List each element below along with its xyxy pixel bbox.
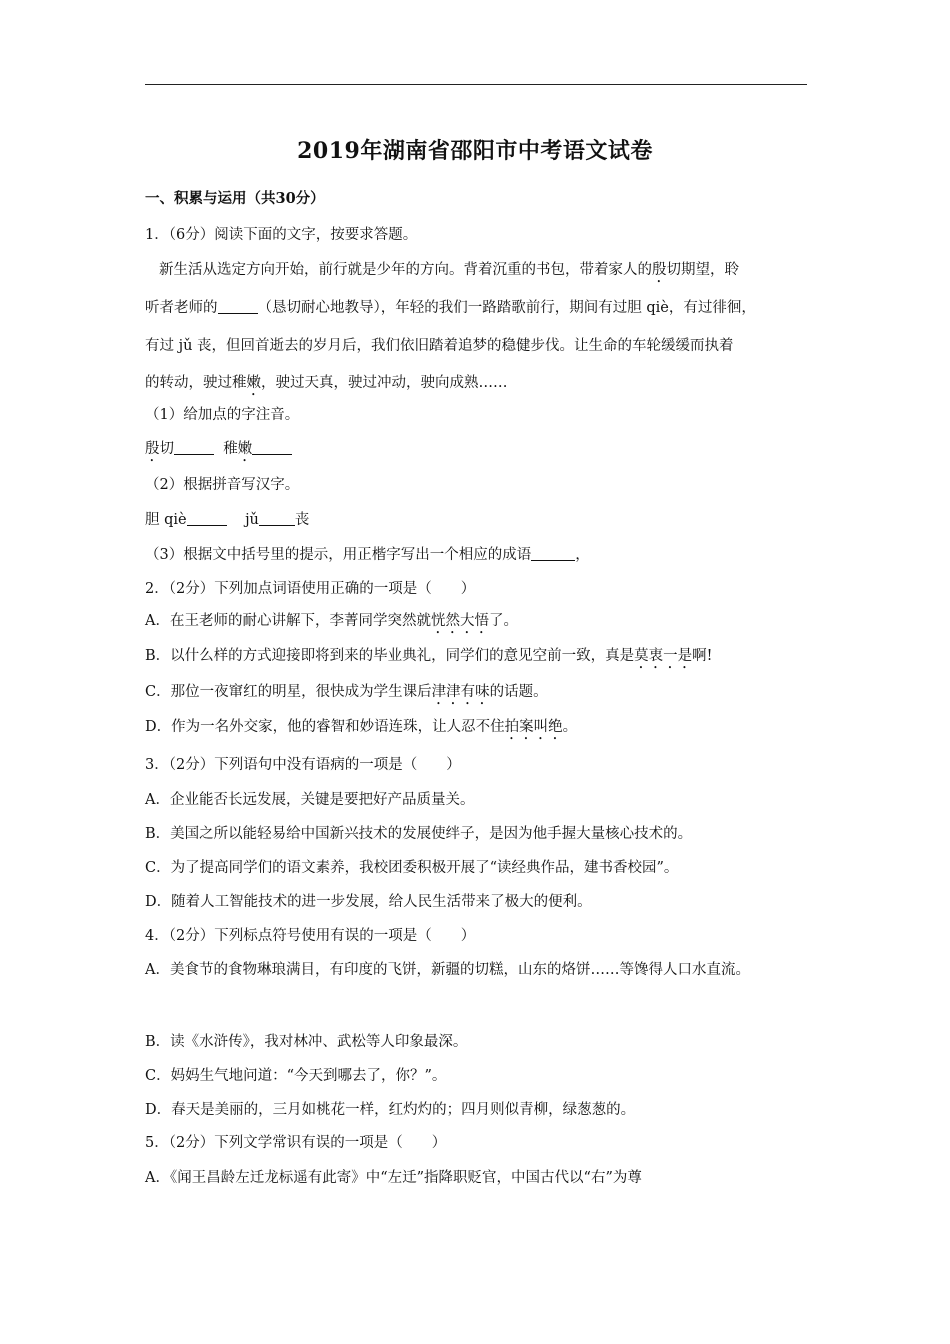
question-4-option-d: D．春天是美丽的，三月如桃花一样，红灼灼的；四月则似青柳，绿葱葱的。 (145, 1102, 636, 1118)
question-5-stem: 5．（2分）下列文学常识有误的一项是（ ） (145, 1135, 447, 1151)
question-5-option-a: A．《闻王昌龄左迁龙标遥有此寄》中“左迁”指降职贬官，中国古代以“右”为尊 (145, 1170, 642, 1186)
question-4-option-b: B．读《水浒传》，我对林冲、武松等人印象最深。 (145, 1034, 468, 1050)
page-title: 2019年湖南省邵阳市中考语文试卷 (297, 138, 653, 164)
answer-blank[interactable] (252, 440, 292, 455)
question-2-option-b: B．以什么样的方式迎接即将到来的毕业典礼，同学们的意见空前一致，真是莫衷一是啊! (145, 648, 713, 664)
question-4-option-a: A．美食节的食物琳琅满目，有印度的飞饼，新疆的切糕，山东的烙饼……等馋得人口水直流。 (145, 962, 750, 978)
question-1-sub-1-answers: 殷切 稚嫩 (145, 440, 292, 465)
question-3-option-b: B．美国之所以能轻易给中国新兴技术的发展使绊子，是因为他手握大量核心技术的。 (145, 826, 693, 842)
answer-blank[interactable] (218, 299, 258, 314)
passage-line-1: 新生活从选定方向开始，前行就是少年的方向。背着沉重的书包，带着家人的殷切期望，聆 (159, 262, 739, 278)
passage-line-3: 有过 jǔ 丧，但回首逝去的岁月后，我们依旧踏着追梦的稳健步伐。让生命的车轮缓缓而执着 (145, 338, 734, 354)
header-rule (145, 84, 807, 85)
question-3-option-c: C．为了提高同学们的语文素养，我校团委积极开展了“读经典作品，建书香校园”。 (145, 860, 679, 876)
question-1-stem: 1．（6分）阅读下面的文字，按要求答题。 (145, 227, 418, 243)
question-2-option-c: C．那位一夜窜红的明星，很快成为学生课后津津有味的话题。 (145, 684, 548, 700)
question-1-sub-3: （3）根据文中括号里的提示，用正楷字写出一个相应的成语 ， (145, 547, 590, 563)
answer-blank[interactable] (187, 511, 227, 526)
question-1-sub-2-answers: 胆 qiè jǔ 丧 (145, 512, 310, 528)
answer-blank[interactable] (174, 440, 214, 455)
question-1-sub-2: （2）根据拼音写汉字。 (145, 477, 300, 493)
question-3-option-a: A．企业能否长远发展，关键是要把好产品质量关。 (145, 792, 475, 808)
question-4-option-c: C．妈妈生气地问道：“今天到哪去了，你？”。 (145, 1068, 447, 1084)
passage-line-2: 听者老师的 （恳切耐心地教导），年轻的我们一路踏歌前行，期间有过胆 qiè，有过徘徊， (145, 300, 756, 316)
question-1-sub-1: （1）给加点的字注音。 (145, 407, 300, 423)
section-heading: 一、积累与运用（共30分） (145, 190, 325, 207)
question-3-stem: 3．（2分）下列语句中没有语病的一项是（ ） (145, 757, 461, 773)
question-3-option-d: D．随着人工智能技术的进一步发展，给人民生活带来了极大的便利。 (145, 894, 592, 910)
question-2-stem: 2．（2分）下列加点词语使用正确的一项是（ ） (145, 581, 476, 597)
question-2-option-a: A．在王老师的耐心讲解下，李菁同学突然就恍然大悟了。 (145, 613, 518, 629)
answer-blank[interactable] (531, 546, 575, 561)
passage-line-4: 的转动，驶过稚嫩，驶过天真，驶过冲动，驶向成熟…… (145, 375, 508, 391)
question-4-stem: 4．（2分）下列标点符号使用有误的一项是（ ） (145, 928, 476, 944)
question-2-option-d: D．作为一名外交家，他的睿智和妙语连珠，让人忍不住拍案叫绝。 (145, 719, 578, 735)
answer-blank[interactable] (259, 511, 295, 526)
